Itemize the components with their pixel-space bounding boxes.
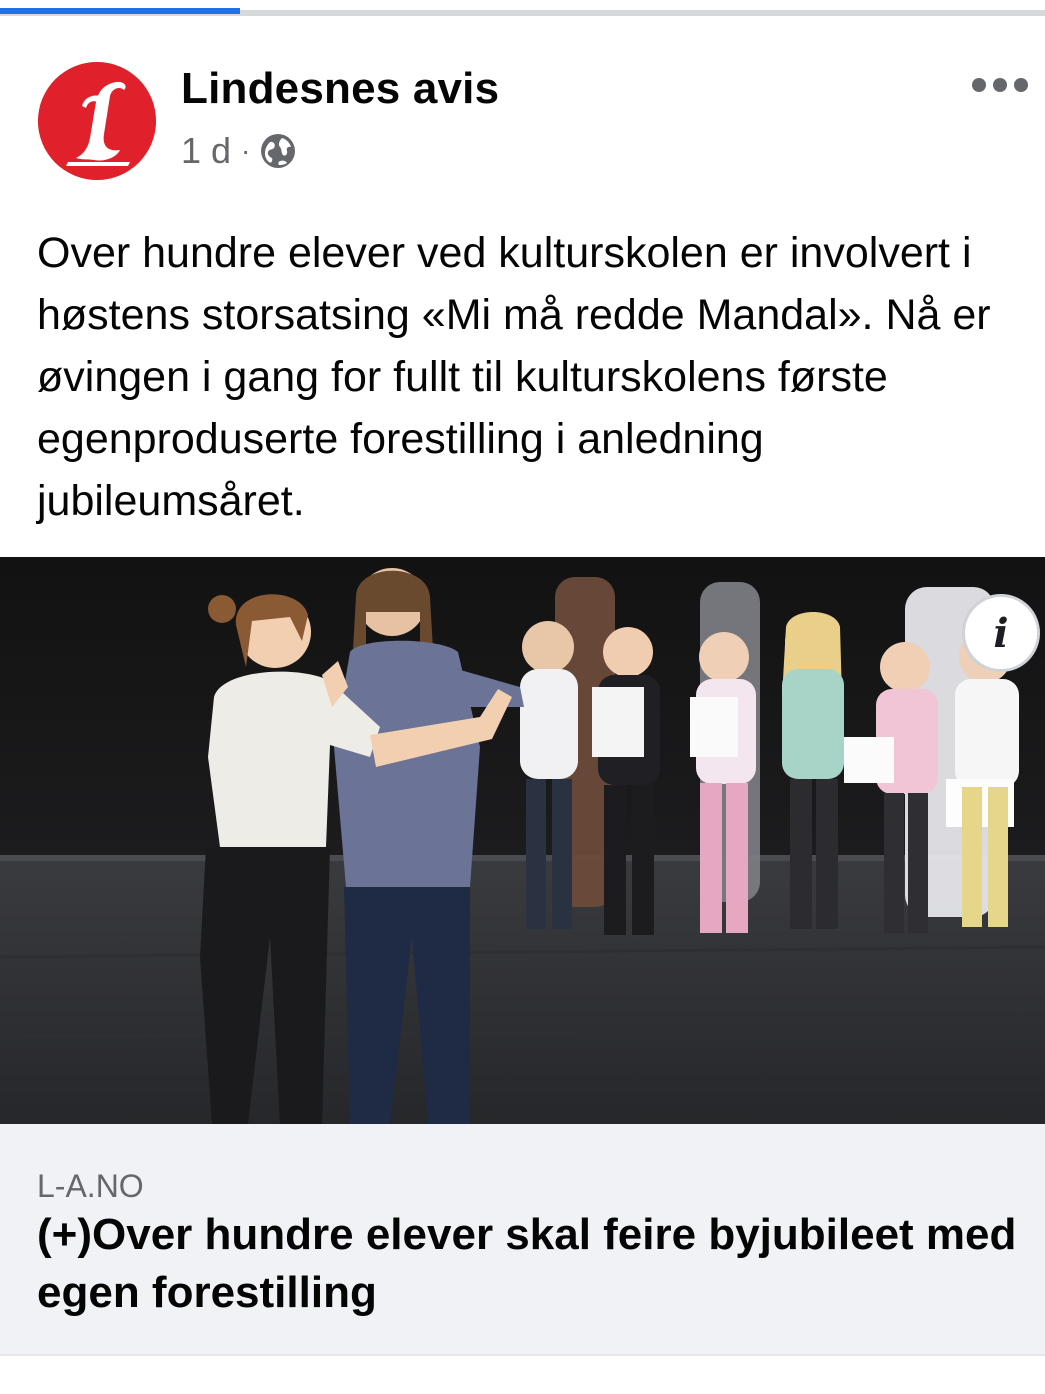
info-icon[interactable]: i	[962, 594, 1040, 672]
more-dot	[993, 78, 1007, 92]
post-header	[0, 56, 1045, 186]
page-avatar[interactable]	[38, 62, 156, 180]
post-photo[interactable]	[0, 557, 1045, 1124]
loading-progress-bar	[0, 0, 1045, 14]
post-caption: Over hundre elever ved kulturskolen er involvert i høstens storsatsing «Mi må redde Mandal». Nå er øvingen i gang for fullt til kulturskolens første egenproduserte forestilling i anledning jubileumsåret.	[37, 229, 991, 525]
more-options-icon[interactable]	[972, 74, 1028, 96]
link-domain: L-A.NO	[37, 1168, 144, 1204]
link-title[interactable]: (+)Over hundre elever skal feire byjubileet med egen forestilling	[37, 1210, 1017, 1317]
meta-separator: ·	[241, 135, 251, 166]
progress-fill	[0, 8, 240, 14]
divider	[0, 1354, 1045, 1356]
globe-icon	[260, 133, 296, 169]
link-preview[interactable]	[0, 1124, 1045, 1354]
more-dot	[972, 78, 986, 92]
post-time[interactable]: 1 d	[181, 130, 232, 171]
lindesnes-logo-icon	[38, 62, 156, 180]
rehearsal-photo-illustration	[0, 557, 1045, 1124]
page-name[interactable]: Lindesnes avis	[181, 64, 500, 113]
post-meta	[181, 130, 296, 172]
more-dot	[1014, 78, 1028, 92]
